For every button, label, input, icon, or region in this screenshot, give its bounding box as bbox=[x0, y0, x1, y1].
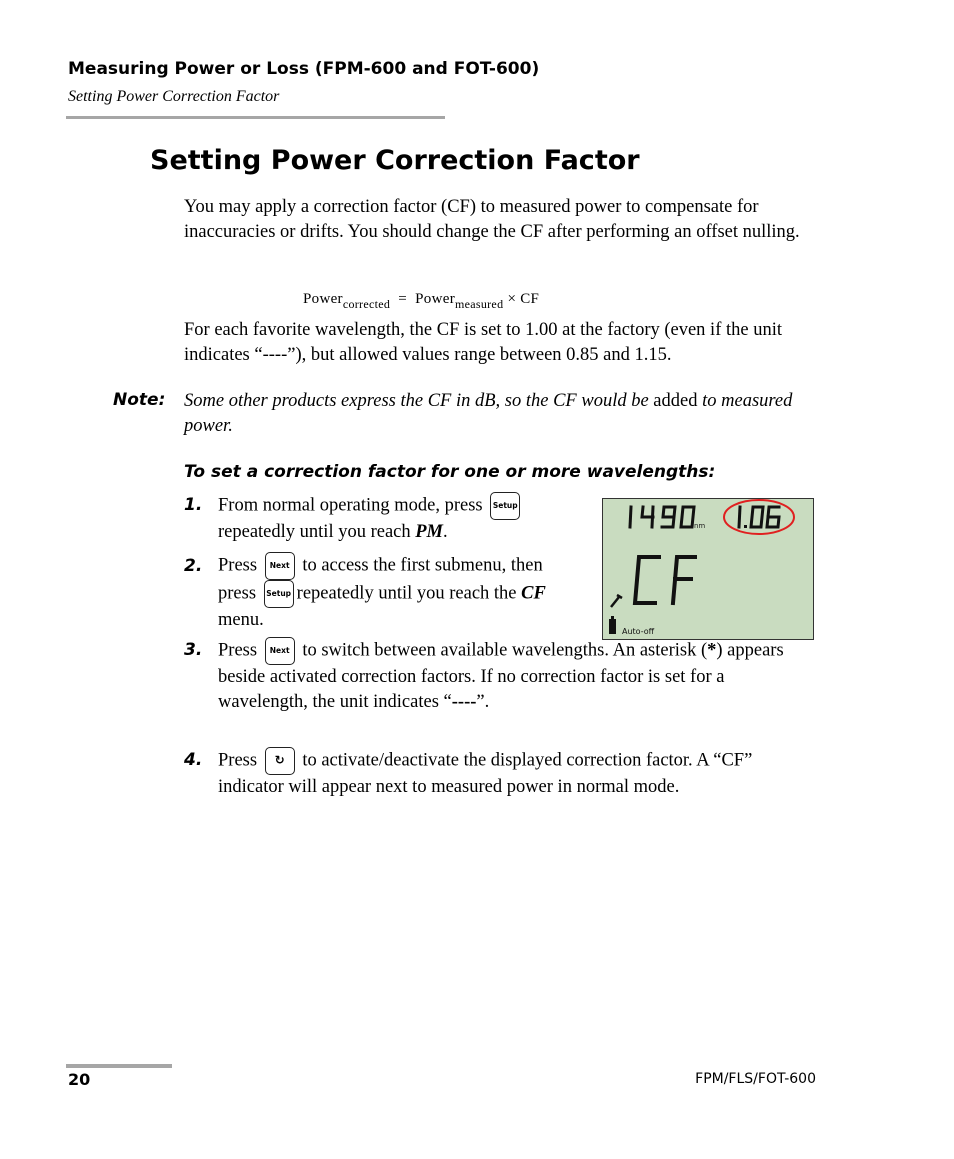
setup-key-icon: Setup bbox=[490, 492, 520, 520]
page-heading: Setting Power Correction Factor bbox=[150, 145, 640, 176]
step-1-text: From normal operating mode, press Setup repeatedly until you reach PM. bbox=[218, 492, 578, 545]
correction-formula: Power$_{corrected}$ = Power$_{measured}$ × CF bbox=[303, 291, 540, 311]
cf-mode-indicator bbox=[635, 557, 695, 603]
section-subtitle: Setting Power Correction Factor bbox=[68, 88, 280, 105]
battery-icon bbox=[609, 619, 616, 634]
step-3-text: Press Next to switch between available wavelengths. An asterisk (*) appears beside activated correction factors. If no correction factor is set for a wavelength, the unit indicates “----”. bbox=[218, 637, 818, 714]
step-number: 4. bbox=[184, 750, 203, 770]
auto-off-label: Auto-off bbox=[622, 627, 655, 636]
step-number: 2. bbox=[184, 556, 203, 576]
cf-value-readout bbox=[739, 507, 779, 528]
factory-paragraph: For each favorite wavelength, the CF is set to 1.00 at the factory (even if the unit indicates “----”), but allowed values range between 0.85 and 1.15. bbox=[184, 320, 782, 365]
step-4-text: Press ↻ to activate/deactivate the displayed correction factor. A “CF” indicator will appear next to measured power in normal mode. bbox=[218, 747, 818, 800]
document-name: FPM/FLS/FOT-600 bbox=[695, 1071, 816, 1087]
next-key-icon: Next bbox=[265, 637, 295, 665]
unit-label: nm bbox=[694, 522, 706, 530]
wavelength-readout bbox=[630, 507, 694, 527]
setup-key-icon: Setup bbox=[264, 580, 294, 608]
header-rule bbox=[66, 116, 445, 119]
next-key-icon: Next bbox=[265, 552, 295, 580]
step-number: 1. bbox=[184, 495, 203, 515]
step-number: 3. bbox=[184, 640, 203, 660]
cf-highlight-circle bbox=[724, 500, 794, 534]
footer-rule bbox=[66, 1064, 172, 1068]
procedure-heading: To set a correction factor for one or more wavelengths: bbox=[184, 462, 716, 482]
power-cycle-icon: ↻ bbox=[265, 747, 295, 775]
wrench-icon bbox=[611, 595, 622, 607]
page-number: 20 bbox=[68, 1070, 91, 1089]
chapter-title: Measuring Power or Loss (FPM-600 and FOT-600) bbox=[68, 59, 540, 79]
step-2-text: Press Next to access the first submenu, then press Setup repeatedly until you reach the CF menu. bbox=[218, 552, 598, 633]
note-label: Note: bbox=[113, 390, 166, 410]
note-text: Some other products express the CF in dB, so the CF would be added to measured power. bbox=[184, 391, 793, 436]
intro-paragraph: You may apply a correction factor (CF) to measured power to compensate for inaccuracies or drifts. You should change the CF after performing an offset nulling. bbox=[184, 197, 800, 242]
lcd-display bbox=[602, 498, 814, 640]
